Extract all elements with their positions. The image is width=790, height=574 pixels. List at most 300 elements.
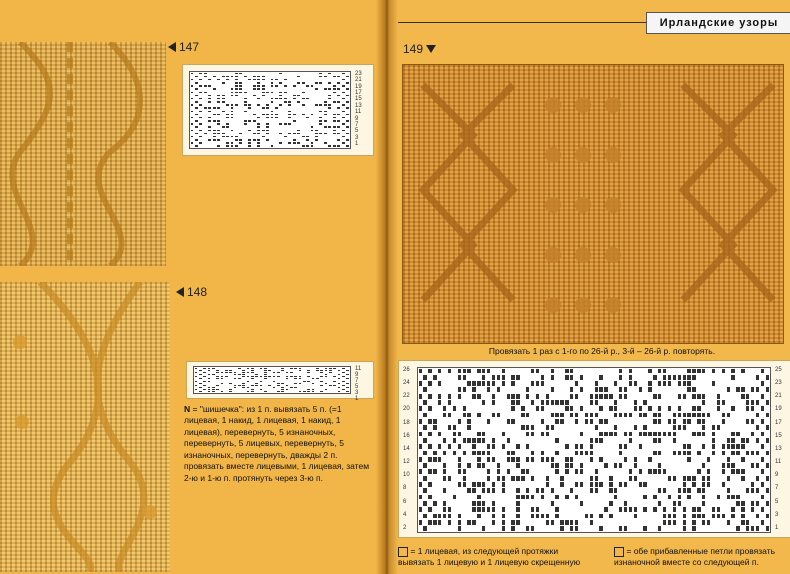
chart-cell <box>751 432 754 437</box>
chart-cell <box>492 438 495 443</box>
chart-cell <box>731 432 734 437</box>
chart-cell <box>692 375 695 380</box>
chart-cell <box>643 432 646 437</box>
chart-cell <box>727 444 730 449</box>
chart-cell <box>516 394 519 399</box>
chart-cell <box>668 419 671 424</box>
chart-147-row-numbers <box>355 71 362 147</box>
chart-cell <box>521 476 524 481</box>
chart-cell <box>248 79 251 81</box>
chart-cell <box>257 88 260 90</box>
chart-cell <box>678 488 681 493</box>
chart-cell <box>279 98 282 100</box>
chart-cell <box>338 391 341 392</box>
chart-cell <box>242 383 245 384</box>
chart-cell <box>673 419 676 424</box>
chart-cell <box>279 92 282 94</box>
chart-cell <box>497 413 500 418</box>
chart-cell <box>324 76 327 78</box>
chart-cell <box>419 469 422 474</box>
chart-cell <box>316 368 319 369</box>
chart-cell <box>590 457 593 462</box>
chart-cell <box>516 463 519 468</box>
chart-cell <box>472 451 475 456</box>
chart-cell <box>741 469 744 474</box>
chart-cell <box>253 120 256 122</box>
chart-cell <box>208 107 211 109</box>
repeat-instruction: Провязать 1 раз с 1-го по 26-й р., 3-й – 26-й р. повторять. <box>488 346 716 356</box>
chart-cell <box>570 394 573 399</box>
chart-cell <box>678 413 681 418</box>
chart-cell <box>526 495 529 500</box>
chart-cell <box>423 413 426 418</box>
chart-cell <box>697 413 700 418</box>
chart-cell <box>458 444 461 449</box>
chart-cell <box>463 469 466 474</box>
chart-cell <box>492 488 495 493</box>
chart-cell <box>338 370 341 371</box>
chart-cell <box>279 133 282 135</box>
chart-cell <box>325 368 328 369</box>
chart-cell <box>458 463 461 468</box>
chart-cell <box>467 520 470 525</box>
chart-148-grid <box>193 366 351 394</box>
chart-cell <box>238 374 241 375</box>
chart-cell <box>284 85 287 87</box>
chart-cell <box>297 95 300 97</box>
chart-cell <box>502 526 505 531</box>
chart-cell <box>536 488 539 493</box>
chart-cell <box>467 381 470 386</box>
chart-cell <box>614 425 617 430</box>
chart-cell <box>234 385 237 386</box>
chart-cell <box>213 88 216 90</box>
row-number: 19 <box>355 83 362 90</box>
chart-cell <box>643 413 646 418</box>
chart-cell <box>337 82 340 84</box>
chart-cell <box>438 394 441 399</box>
chart-cell <box>306 136 309 138</box>
chart-cell <box>338 387 341 388</box>
chart-cell <box>419 406 422 411</box>
chart-cell <box>472 482 475 487</box>
chart-cell <box>191 104 194 106</box>
chart-cell <box>741 444 744 449</box>
chart-cell <box>590 444 593 449</box>
chart-cell <box>271 145 274 147</box>
chart-cell <box>546 425 549 430</box>
chart-cell <box>712 438 715 443</box>
chart-cell <box>668 476 671 481</box>
chart-cell <box>467 419 470 424</box>
chart-cell <box>208 79 211 81</box>
chart-cell <box>328 82 331 84</box>
chart-cell <box>639 469 642 474</box>
row-number: 21 <box>355 77 362 84</box>
chart-cell <box>337 145 340 147</box>
chart-cell <box>614 406 617 411</box>
chart-cell <box>288 117 291 119</box>
chart-cell <box>428 495 431 500</box>
chart-cell <box>275 79 278 81</box>
chart-cell <box>766 413 769 418</box>
chart-cell <box>697 406 700 411</box>
chart-cell <box>575 419 578 424</box>
chart-cell <box>546 457 549 462</box>
chart-cell <box>516 457 519 462</box>
row-number: 9 <box>775 472 779 479</box>
chart-cell <box>222 111 225 113</box>
chart-cell <box>264 376 267 377</box>
chart-cell <box>766 526 769 531</box>
chart-cell <box>604 432 607 437</box>
chart-cell <box>619 463 622 468</box>
chart-cell <box>731 451 734 456</box>
chart-cell <box>195 376 198 377</box>
chart-cell <box>208 101 211 103</box>
chart-cell <box>756 387 759 392</box>
chart-cell <box>203 368 206 369</box>
chart-cell <box>195 133 198 135</box>
chart-cell <box>453 451 456 456</box>
chart-cell <box>546 520 549 525</box>
chart-cell <box>346 101 349 103</box>
chart-cell <box>492 520 495 525</box>
chart-cell <box>294 383 297 384</box>
chart-cell <box>337 88 340 90</box>
chart-cell <box>683 526 686 531</box>
chart-cell <box>288 142 291 144</box>
chart-cell <box>761 381 764 386</box>
chart-cell <box>472 438 475 443</box>
chart-cell <box>257 98 260 100</box>
chart-cell <box>624 432 627 437</box>
chart-cell <box>746 419 749 424</box>
chart-cell <box>727 438 730 443</box>
chart-cell <box>609 476 612 481</box>
chart-cell <box>717 495 720 500</box>
chart-cell <box>453 495 456 500</box>
chart-cell <box>438 432 441 437</box>
chart-cell <box>271 98 274 100</box>
chart-cell <box>692 432 695 437</box>
chart-cell <box>511 400 514 405</box>
chart-cell <box>565 375 568 380</box>
chart-cell <box>324 104 327 106</box>
row-number: 1 <box>775 524 779 531</box>
chart-cell <box>541 514 544 519</box>
chart-cell <box>526 469 529 474</box>
chart-cell <box>443 413 446 418</box>
chart-cell <box>648 381 651 386</box>
chart-cell <box>453 432 456 437</box>
chart-cell <box>599 482 602 487</box>
chart-cell <box>307 376 310 377</box>
chart-cell <box>288 133 291 135</box>
chart-cell <box>226 117 229 119</box>
chart-cell <box>458 394 461 399</box>
chart-cell <box>342 123 345 125</box>
chart-cell <box>244 111 247 113</box>
chart-cell <box>673 514 676 519</box>
chart-cell <box>248 104 251 106</box>
chart-cell <box>692 520 695 525</box>
chart-cell <box>235 104 238 106</box>
chart-cell <box>203 381 206 382</box>
chart-cell <box>497 375 500 380</box>
chart-cell <box>599 432 602 437</box>
chart-cell <box>551 425 554 430</box>
chart-cell <box>262 79 265 81</box>
chart-cell <box>257 82 260 84</box>
chart-cell <box>751 400 754 405</box>
chart-cell <box>570 413 573 418</box>
chart-cell <box>195 145 198 147</box>
chart-cell <box>226 76 229 78</box>
chart-cell <box>507 469 510 474</box>
chart-cell <box>294 376 297 377</box>
chart-cell <box>609 501 612 506</box>
chart-cell <box>727 463 730 468</box>
chart-cell <box>346 126 349 128</box>
chart-cell <box>472 381 475 386</box>
chart-cell <box>208 387 211 388</box>
chart-cell <box>595 413 598 418</box>
chart-cell <box>692 406 695 411</box>
row-number: 26 <box>403 367 410 373</box>
chart-cell <box>477 438 480 443</box>
chart-cell <box>244 120 247 122</box>
chart-cell <box>536 507 539 512</box>
chart-cell <box>294 378 297 379</box>
chart-cell <box>346 82 349 84</box>
chart-cell <box>266 123 269 125</box>
chart-cell <box>325 370 328 371</box>
chart-cell <box>204 85 207 87</box>
chart-cell <box>492 381 495 386</box>
chart-cell <box>226 104 229 106</box>
chart-cell <box>299 370 302 371</box>
chart-cell <box>766 400 769 405</box>
chart-cell <box>565 457 568 462</box>
chart-cell <box>756 375 759 380</box>
chart-cell <box>290 376 293 377</box>
chart-cell <box>231 107 234 109</box>
chart-cell <box>599 394 602 399</box>
chart-cell <box>673 451 676 456</box>
chart-cell <box>526 488 529 493</box>
chart-cell <box>423 425 426 430</box>
chart-cell <box>428 369 431 374</box>
chart-cell <box>311 142 314 144</box>
chart-cell <box>266 130 269 132</box>
chart-cell <box>492 507 495 512</box>
chart-cell <box>668 432 671 437</box>
chart-cell <box>467 369 470 374</box>
chart-cell <box>329 368 332 369</box>
chart-cell <box>242 387 245 388</box>
chart-cell <box>315 139 318 141</box>
chart-cell <box>231 114 234 116</box>
chart-cell <box>751 482 754 487</box>
chart-cell <box>658 419 661 424</box>
chart-cell <box>614 400 617 405</box>
chart-cell <box>722 413 725 418</box>
chart-cell <box>251 391 254 392</box>
chart-cell <box>673 425 676 430</box>
chart-cell <box>262 85 265 87</box>
chart-cell <box>257 133 260 135</box>
chart-cell <box>342 79 345 81</box>
chart-cell <box>275 85 278 87</box>
chart-cell <box>624 394 627 399</box>
chart-cell <box>443 488 446 493</box>
chart-cell <box>419 457 422 462</box>
chart-cell <box>231 136 234 138</box>
chart-cell <box>297 101 300 103</box>
chart-cell <box>279 104 282 106</box>
chart-cell <box>438 400 441 405</box>
chart-cell <box>516 514 519 519</box>
chart-cell <box>293 139 296 141</box>
chart-cell <box>595 488 598 493</box>
chart-cell <box>653 438 656 443</box>
chart-cell <box>319 120 322 122</box>
chart-cell <box>231 95 234 97</box>
chart-cell <box>260 376 263 377</box>
chart-cell <box>683 482 686 487</box>
chart-cell <box>580 463 583 468</box>
chart-cell <box>643 495 646 500</box>
chart-cell <box>609 514 612 519</box>
chart-cell <box>423 501 426 506</box>
chart-cell <box>707 457 710 462</box>
chart-cell <box>438 444 441 449</box>
row-number: 23 <box>355 71 362 77</box>
chart-cell <box>433 457 436 462</box>
chart-cell <box>199 104 202 106</box>
chart-cell <box>531 369 534 374</box>
chart-cell <box>217 139 220 141</box>
chart-cell <box>507 419 510 424</box>
chart-cell <box>678 495 681 500</box>
chart-cell <box>516 501 519 506</box>
chart-cell <box>212 389 215 390</box>
chart-cell <box>555 463 558 468</box>
chart-cell <box>428 406 431 411</box>
chart-cell <box>428 482 431 487</box>
chart-cell <box>731 369 734 374</box>
chart-cell <box>575 381 578 386</box>
chart-cell <box>423 387 426 392</box>
chart-cell <box>208 126 211 128</box>
chart-cell <box>541 419 544 424</box>
chart-cell <box>217 98 220 100</box>
row-number: 7 <box>355 378 359 384</box>
chart-cell <box>433 425 436 430</box>
chart-cell <box>239 133 242 135</box>
chart-cell <box>482 463 485 468</box>
chart-cell <box>247 381 250 382</box>
chart-cell <box>438 520 441 525</box>
chart-cell <box>213 133 216 135</box>
chart-cell <box>477 381 480 386</box>
chart-cell <box>648 406 651 411</box>
chart-cell <box>502 476 505 481</box>
chart-cell <box>727 457 730 462</box>
chart-cell <box>342 104 345 106</box>
chart-cell <box>619 482 622 487</box>
chart-cell <box>678 381 681 386</box>
chart-cell <box>275 117 278 119</box>
chart-cell <box>325 376 328 377</box>
chart-cell <box>658 451 661 456</box>
chart-cell <box>277 385 280 386</box>
chart-cell <box>531 476 534 481</box>
chart-cell <box>221 383 224 384</box>
chart-cell <box>663 514 666 519</box>
chart-cell <box>458 482 461 487</box>
chart-cell <box>648 432 651 437</box>
chart-cell <box>342 368 345 369</box>
chart-cell <box>231 130 234 132</box>
chart-cell <box>599 526 602 531</box>
chart-cell <box>766 476 769 481</box>
chart-cell <box>443 501 446 506</box>
chart-cell <box>271 82 274 84</box>
row-number: 11 <box>775 459 782 466</box>
chart-cell <box>722 444 725 449</box>
chart-cell <box>199 111 202 113</box>
chart-cell <box>629 381 632 386</box>
chart-cell <box>609 488 612 493</box>
chart-cell <box>575 482 578 487</box>
chart-cell <box>443 514 446 519</box>
chart-cell <box>448 507 451 512</box>
chart-cell <box>319 123 322 125</box>
chart-cell <box>482 381 485 386</box>
chart-cell <box>191 117 194 119</box>
chart-cell <box>311 145 314 147</box>
chart-cell <box>239 82 242 84</box>
chart-cell <box>288 111 291 113</box>
chart-cell <box>707 469 710 474</box>
chart-cell <box>338 383 341 384</box>
chart-cell <box>216 370 219 371</box>
chart-cell <box>482 432 485 437</box>
chart-cell <box>216 378 219 379</box>
row-number: 15 <box>775 432 782 439</box>
chart-cell <box>319 111 322 113</box>
chart-cell <box>736 451 739 456</box>
chart-cell <box>492 394 495 399</box>
chart-cell <box>297 133 300 135</box>
chart-cell <box>325 389 328 390</box>
chart-cell <box>575 469 578 474</box>
chart-cell <box>477 432 480 437</box>
chart-cell <box>497 469 500 474</box>
chart-cell <box>511 526 514 531</box>
chart-cell <box>683 394 686 399</box>
chart-cell <box>492 514 495 519</box>
chart-cell <box>203 372 206 373</box>
chart-cell <box>222 101 225 103</box>
chart-cell <box>208 368 211 369</box>
chart-cell <box>580 432 583 437</box>
chart-cell <box>487 469 490 474</box>
chart-149-row-numbers-right <box>775 367 782 531</box>
chart-cell <box>619 369 622 374</box>
